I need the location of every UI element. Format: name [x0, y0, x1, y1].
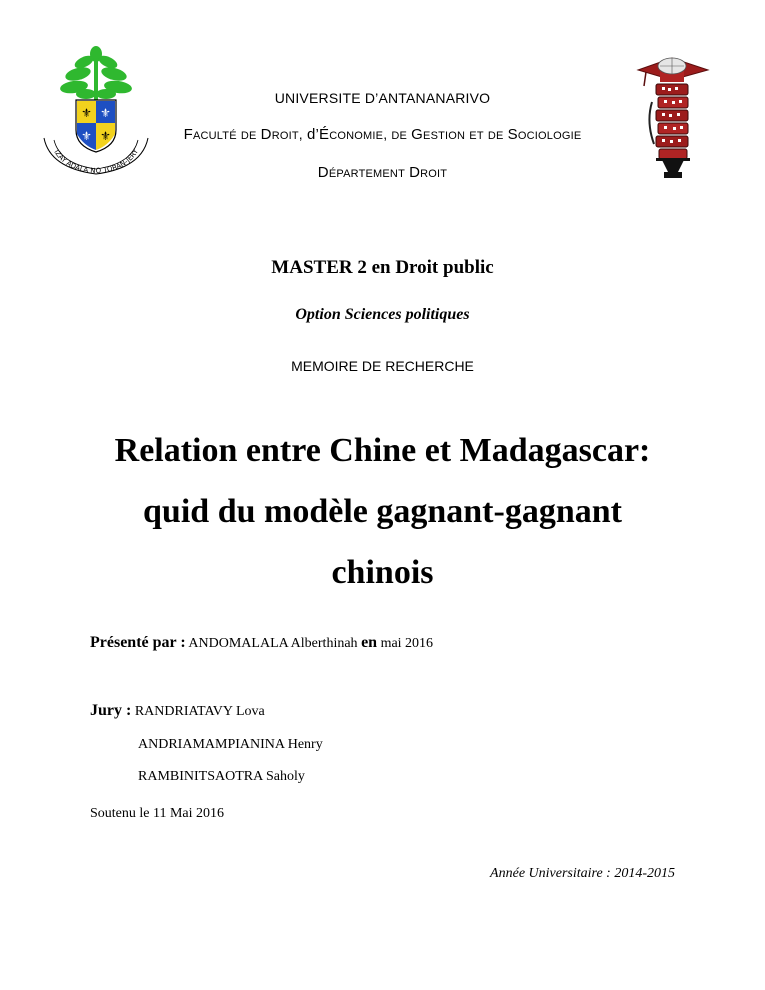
thesis-title-line-1: Relation entre Chine et Madagascar:	[114, 432, 651, 469]
degree-option: Option Sciences politiques	[295, 306, 470, 323]
mortarboard-icon	[638, 58, 708, 86]
memoire-label: MEMOIRE DE RECHERCHE	[291, 358, 474, 374]
jury-member: RANDRIATAVY Lova	[134, 704, 265, 719]
thesis-title	[40, 420, 725, 603]
author-name: ANDOMALALA Alberthinah	[188, 636, 358, 651]
defense-date: Soutenu le 11 Mai 2016	[90, 806, 225, 821]
svg-text:⚜: ⚜	[81, 106, 92, 120]
jury-member: ANDRIAMAMPIANINA Henry	[138, 737, 323, 752]
thesis-title-line-3: chinois	[331, 554, 434, 591]
jury-label: Jury :	[90, 702, 132, 719]
jury-member: RAMBINITSAOTRA Saholy	[138, 769, 305, 784]
academic-year: Année Universitaire : 2014-2015	[490, 866, 675, 881]
presented-en: en	[361, 634, 378, 651]
svg-text:⚜: ⚜	[81, 129, 92, 143]
degree-title: MASTER 2 en Droit public	[271, 257, 494, 278]
faculty-name: FACULTÉ DE DROIT, d’ÉCONOMIE, DE GESTION ET DE SOCIOLOGIE	[183, 126, 582, 143]
thesis-title-line-2: quid du modèle gagnant-gagnant	[143, 493, 622, 530]
faculty-emblem-logo	[632, 52, 714, 182]
presented-by	[90, 634, 433, 652]
crest-motto: IZAY ADALA NO TORAN-JERY	[52, 147, 141, 176]
presented-label: Présenté par :	[90, 634, 186, 651]
university-name: UNIVERSITE D’ANTANANARIVO	[274, 90, 491, 106]
svg-text:⚜: ⚜	[100, 129, 111, 143]
jury-line	[90, 702, 265, 720]
university-crest-logo	[40, 42, 152, 182]
department-name: DÉPARTEMENT DROIT	[317, 164, 448, 181]
presented-date: mai 2016	[380, 636, 434, 651]
svg-text:⚜: ⚜	[100, 106, 111, 120]
